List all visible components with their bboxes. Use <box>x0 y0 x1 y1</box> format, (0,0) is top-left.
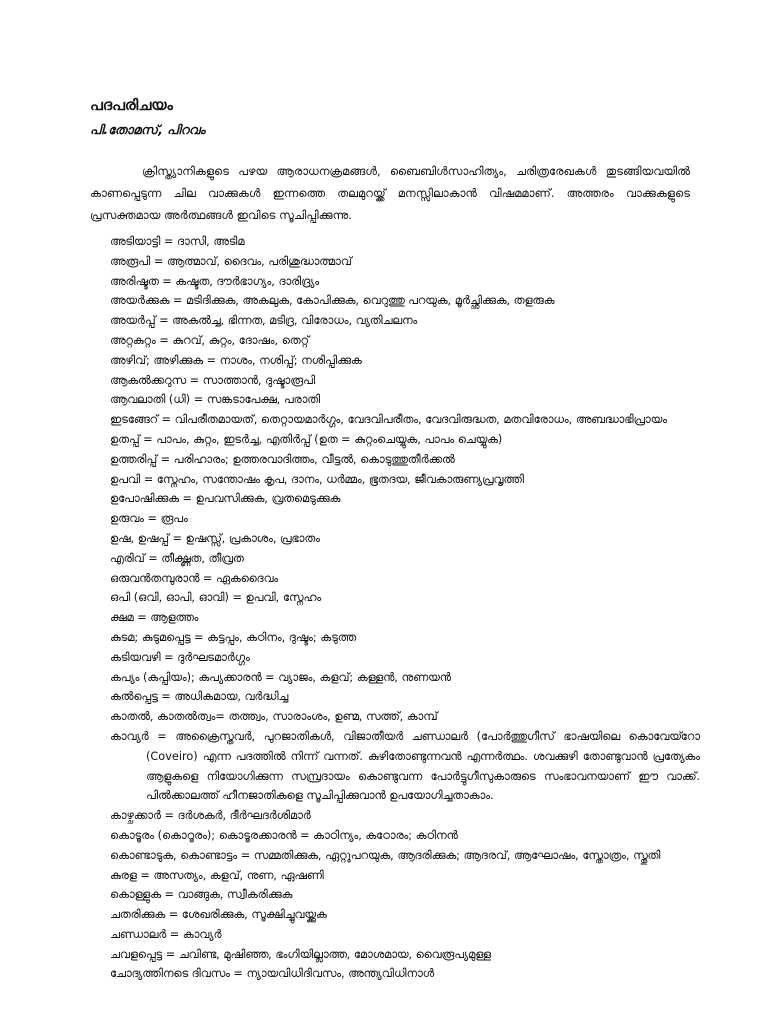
glossary-entry: ക്ഷമ = ആളത്തം <box>110 611 199 625</box>
glossary-entry: ഒരുവൻതമ്പുരാൻ = ഏകദൈവം <box>110 571 279 585</box>
glossary-entry: കൊണ്ടാടുക, കൊണ്ടാട്ടം = സമ്മതിക്കുക, ഏറ്റുപറയുക, ആദരിക്കുക; ആദരവ്, ആഘോഷം, സ്തോത്രം, സ്തുതി <box>110 848 661 862</box>
glossary-entry: കാവ്യർ = അക്രൈസ്തവർ, പുറജാതികൾ, വിജാതീയർ ചണ്ഡാലർ (പോർത്തുഗീസ് ഭാഷയിലെ കൊവേയ്റോ (Coveiro) എന്ന പദത്തിൽ നിന്ന് വന്നത്. കുഴിതോണ്ടുന്നവൻ എന്നർത്ഥം. ശവക്കുഴി തോണ്ടുവാൻ പ്രത്യേകം ആളുകളെ നിയോഗിക്കുന്ന സമ്പ്രദായം കൊണ്ടുവന്ന പോർട്ടുഗീസുകാരുടെ സംഭാവനയാണ് ഈ വാക്ക്. പിൽക്കാലത്ത് ഹീനജാതികളെ സൂചിപ്പിക്കുവാൻ ഉപയോഗിച്ചതാകാം. <box>110 729 700 803</box>
glossary-entry: കപ്യം (കപ്പിയം); കപ്യക്കാരൻ = വ്യാജം, കളവ്; കള്ളൻ, നുണയൻ <box>110 670 451 684</box>
glossary-entry: എരിവ് = തീക്ഷ്ണത, തീവ്രത <box>110 551 244 565</box>
glossary-entry: ഉപവി = സ്നേഹം, സന്തോഷം കൃപ, ദാനം, ധർമ്മം, ഭൂതദയ, ജീവകാരുണ്യപ്രവൃത്തി <box>110 472 524 486</box>
glossary-entry: കുരള = അസത്യം, കളവ്, നുണ, ഏഷണി <box>110 868 324 882</box>
glossary-entry: കൽപ്പെട്ട = അധികമായ, വർദ്ധിച്ച <box>110 690 289 704</box>
glossary-entry: ഉരുവം = രൂപം <box>110 512 188 526</box>
glossary-entry: ഇടങ്ങേറ് = വിപരീതമായത്, തെറ്റായമാർഗ്ഗം, വേദവിപരീതം, വേദവിരുദ്ധത, മതവിരോധം, അബദ്ധാഭിപ്രായം <box>110 413 667 427</box>
intro-paragraph: ക്രിസ്ത്യാനികളുടെ പഴയ ആരാധനക്രമങ്ങൾ, ബൈബിൾസാഹിത്യം, ചരിത്രരേഖകൾ തുടങ്ങിയവയിൽ കാണപ്പെടുന്ന ചില വാക്കുകൾ ഇന്നത്തെ തലമുറയ്ക്ക് മനസ്സിലാകാൻ വിഷമമാണ്. അത്തരം വാക്കുകളുടെ പ്രസക്തമായ അർത്ഥങ്ങൾ ഇവിടെ സൂചിപ്പിക്കുന്നു. <box>90 164 690 222</box>
glossary-list <box>110 232 700 984</box>
glossary-entry: അരിഷ്ടത = കഷ്ടത, ദൗർഭാഗ്യം, ദാരിദ്ര്യം <box>110 274 320 288</box>
glossary-entry: കൊടൂരം (കൊറൂരം); കൊടൂരക്കാരൻ = കാഠിന്യം, കഠോരം; കഠിനൻ <box>110 828 458 842</box>
glossary-entry: ആകൽക്കറുസ = സാത്താൻ, ദുഷ്ടാരൂപി <box>110 373 316 387</box>
glossary-entry: അരൂപി = ആത്മാവ്, ദൈവം, പരിശുദ്ധാത്മാവ് <box>110 254 352 268</box>
glossary-entry: കുടമ; കുടുമപ്പെട്ട = കട്ടപ്പം, കഠിനം, ദുഷ്ടം; കടുത്ത <box>110 630 356 644</box>
glossary-entry: ഉഷ, ഉഷപ്പ് = ഉഷസ്സ്, പ്രകാശം, പ്രഭാതം <box>110 531 320 545</box>
glossary-entry: അയർക്കുക = മടിദിക്കുക, അകലുക, കോപിക്കുക, വെറുത്തു പറയുക, മൂർച്ഛിക്കുക, തളരുക <box>110 294 555 308</box>
glossary-entry: കൊള്ളുക = വാങ്ങുക, സ്വീകരിക്കുക <box>110 888 293 902</box>
glossary-entry: ചതരിക്കുക = ശേഖരിക്കുക, സൂക്ഷിച്ചുവയ്ക്കുക <box>110 908 327 922</box>
glossary-entry: കാഴ്ചക്കാർ = ദർശകർ, ദീർഘദർശിമാർ <box>110 809 311 823</box>
glossary-entry: ചണ്ഡാലർ = കാവ്യർ <box>110 927 222 941</box>
glossary-entry: ഉത്തരിപ്പ് = പരിഹാരം; ഉത്തരവാദിത്തം, വീട്ടൽ, കൊടുത്തുതീർക്കൽ <box>110 452 455 466</box>
author-line: പി.തോമസ്, പിറവം <box>90 122 206 137</box>
glossary-entry: അഴിവ്; അഴിക്കുക = നാശം, നശിപ്പ്; നശിപ്പിക്കുക <box>110 353 362 367</box>
glossary-entry: ചോദ്യത്തിനടെ ദിവസം = ന്യായവിധിദിവസം, അന്ത്യവിധിനാൾ <box>110 967 434 981</box>
glossary-entry: അയർപ്പ് = അകൽച്ച, ഭിന്നത, മടിദ്ര, വിരോധം, വ്യതിചലനം <box>110 314 418 328</box>
glossary-entry: അടിയാട്ടി = ദാസി, അടിമ <box>110 235 245 248</box>
glossary-entry: ആവലാതി (ധി) = സങ്കടാപേക്ഷ, പരാതി <box>110 393 321 407</box>
glossary-entry: ഉതപ്പ് = പാപം, കുറ്റം, ഇടർച്ച, എതിർപ്പ് (ഉത = കുറ്റംചെയ്യുക, പാപം ചെയ്യുക) <box>110 432 503 446</box>
glossary-entry: ചവളപ്പെട്ട = ചവിണ്ട, മുഷിഞ്ഞ, ഭംഗിയില്ലാത്ത, മോശമായ, വൈരൂപ്യമുള്ള <box>110 947 491 961</box>
glossary-entry: ഉപോഷിക്കുക = ഉപവസിക്കുക, വ്രതമെടുക്കുക <box>110 492 341 506</box>
glossary-entry: ഒപി (ഒവി, ഓപി, ഓവി) = ഉപവി, സ്നേഹം <box>110 591 322 605</box>
page-title: പദപരിചയം <box>90 96 173 114</box>
glossary-entry: കാതൽ, കാതൽത്വം= തത്ത്വം, സാരാംശം, ഉണ്മ, സത്ത്, കാമ്പ് <box>110 710 438 724</box>
glossary-entry: അറ്റകുറ്റം = കുറവ്, കുറ്റം, ദോഷം, തെറ്റ് <box>110 333 310 347</box>
glossary-entry: കടിയവഴി = ദുർഘടമാർഗ്ഗം <box>110 650 250 664</box>
